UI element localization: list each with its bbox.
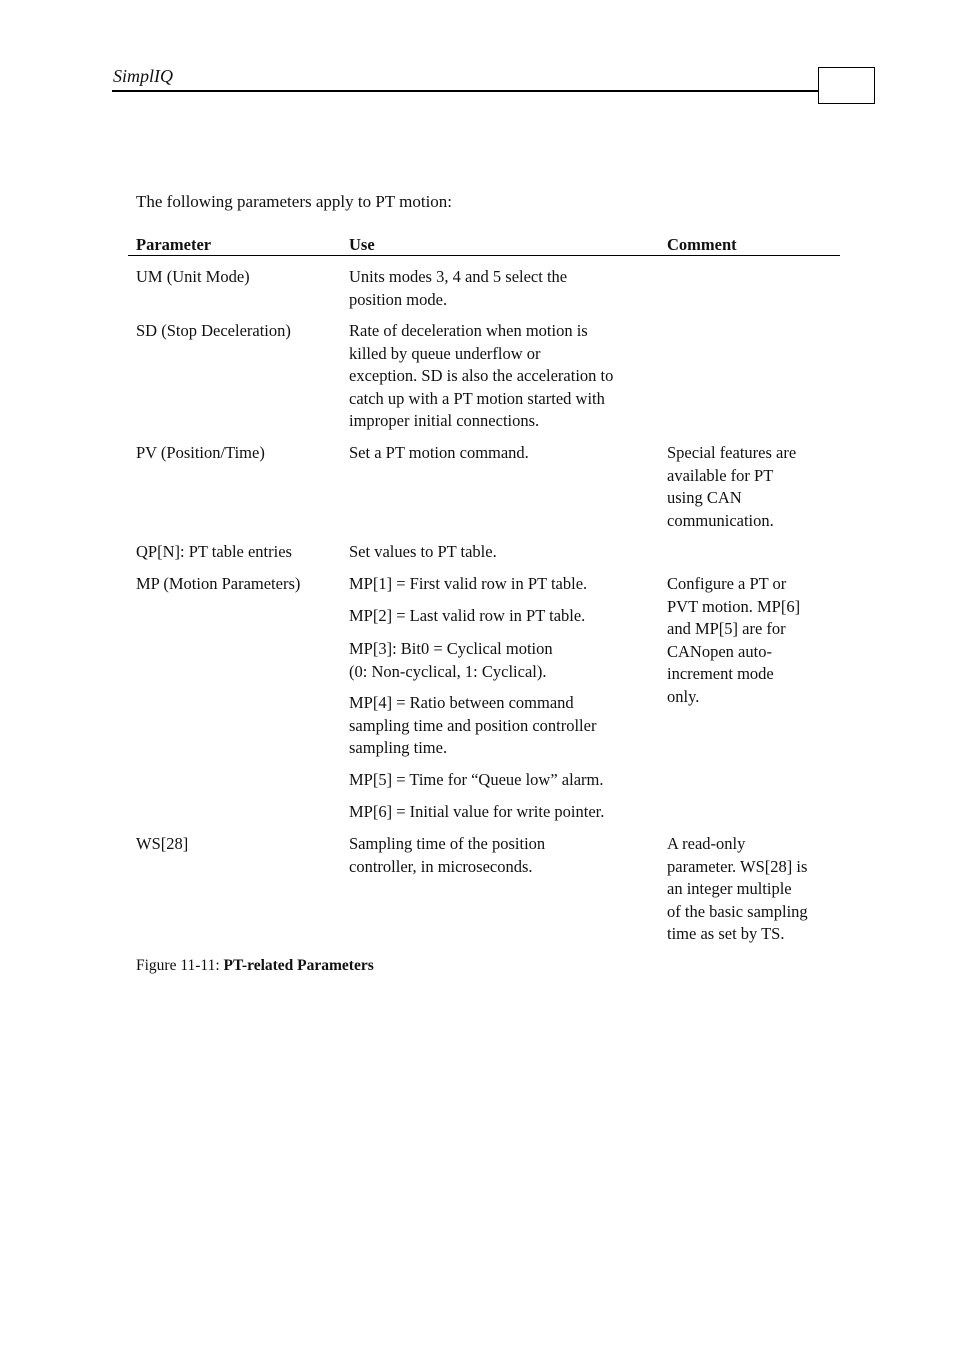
- table-cell-comment: Configure a PT or PVT motion. MP[6] and MP[5] are for CANopen auto- increment mode only.: [667, 574, 801, 706]
- table-cell-use: MP[6] = Initial value for write pointer.: [349, 802, 605, 821]
- table-cell-use: Set a PT motion command.: [349, 443, 529, 462]
- column-header-parameter: Parameter: [136, 235, 212, 254]
- table-cell-use: Units modes 3, 4 and 5 select the position mode.: [349, 267, 568, 309]
- table-cell-use: MP[2] = Last valid row in PT table.: [349, 606, 586, 625]
- table-cell-use: MP[5] = Time for “Queue low” alarm.: [349, 770, 604, 789]
- caption-prefix: Figure 11-11:: [136, 957, 224, 974]
- header-divider: [112, 90, 818, 92]
- table-cell-use: MP[1] = First valid row in PT table.: [349, 574, 588, 593]
- table-cell-use: Set values to PT table.: [349, 542, 497, 561]
- table-cell-parameter: SD (Stop Deceleration): [136, 321, 291, 340]
- caption-title: PT-related Parameters: [223, 957, 374, 974]
- table-cell-use: MP[3]: Bit0 = Cyclical motion (0: Non-cyclical, 1: Cyclical).: [349, 639, 553, 681]
- document-title: SimplIQ: [113, 66, 173, 86]
- column-header-use: Use: [349, 235, 375, 254]
- table-cell-use: Sampling time of the position controller, in microseconds.: [349, 834, 546, 876]
- page-number-box: [818, 67, 875, 104]
- table-cell-use: Rate of deceleration when motion is killed by queue underflow or exception. SD is also the acceleration to catch up with a PT motion started with improper initial connections.: [349, 321, 614, 430]
- figure-caption: [136, 957, 374, 975]
- table-cell-parameter: MP (Motion Parameters): [136, 574, 301, 593]
- table-header-divider: [128, 255, 840, 256]
- table-cell-parameter: UM (Unit Mode): [136, 267, 250, 286]
- table-cell-comment: A read-only parameter. WS[28] is an integer multiple of the basic sampling time as set by TS.: [667, 834, 808, 943]
- table-cell-parameter: QP[N]: PT table entries: [136, 542, 292, 561]
- table-cell-use: MP[4] = Ratio between command sampling time and position controller sampling time.: [349, 693, 597, 757]
- table-cell-parameter: PV (Position/Time): [136, 443, 265, 462]
- table-cell-comment: Special features are available for PT using CAN communication.: [667, 443, 797, 530]
- table-cell-parameter: WS[28]: [136, 834, 189, 853]
- intro-paragraph: The following parameters apply to PT motion:: [136, 192, 453, 211]
- column-header-comment: Comment: [667, 235, 737, 254]
